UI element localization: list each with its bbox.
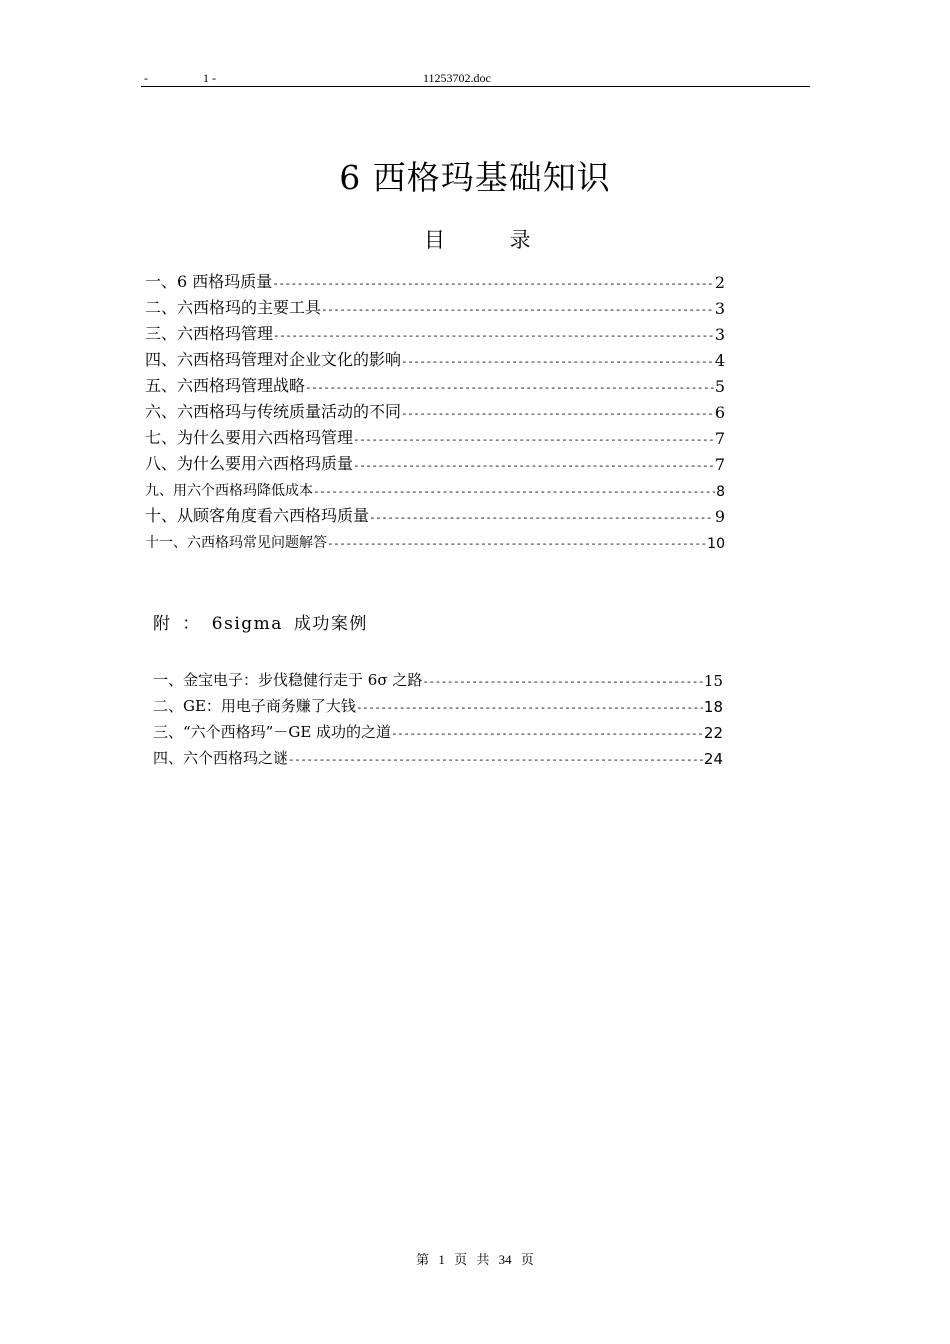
toc-leader: [313, 484, 715, 500]
toc-entry[interactable]: [145, 422, 725, 448]
page-header: [141, 70, 810, 87]
toc-entry-label: 十一、六西格玛常见问题解答: [145, 535, 327, 551]
toc-entry-label: 一、6 西格玛质量: [145, 272, 273, 291]
toc-entry-label: 三、六西格玛管理: [145, 324, 274, 343]
toc-entry-label: 四、六西格玛管理对企业文化的影响: [145, 350, 402, 369]
appendix-entry-label: 四、六个西格玛之谜: [153, 749, 289, 767]
toc-entry-page: 3: [714, 299, 725, 318]
toc-entry[interactable]: [145, 266, 725, 292]
appendix-entry-page: 18: [703, 698, 723, 716]
toc-entry-page: 7: [714, 455, 725, 474]
toc-entry-page: 10: [707, 536, 725, 552]
header-filename: 11253702.doc: [423, 71, 491, 85]
toc-leader: [422, 674, 703, 690]
toc-leader: [401, 354, 714, 370]
toc-entry-page: 5: [714, 377, 725, 396]
page-footer: 第 1 页 共 34 页: [416, 1252, 534, 1267]
document-title: 6 西格玛基础知识: [339, 158, 611, 197]
toc-entry-label: 五、六西格玛管理战略: [145, 376, 306, 395]
toc-entry-page: 2: [714, 273, 725, 292]
toc-heading: 目 录: [424, 228, 531, 252]
appendix-entry-page: 15: [703, 672, 723, 690]
toc-leader: [321, 302, 714, 318]
toc-leader: [391, 726, 703, 742]
toc-entry-page: 6: [714, 403, 725, 422]
toc-leader: [401, 406, 714, 422]
appendix-title: 附 ： 6sigma 成功案例: [153, 614, 368, 634]
header-dash: -: [144, 71, 148, 85]
appendix-entry[interactable]: [153, 716, 723, 742]
toc-entry-label: 六、六西格玛与传统质量活动的不同: [145, 402, 402, 421]
toc-entry-label: 八、为什么要用六西格玛质量: [145, 454, 354, 473]
appendix-entry-page: 22: [703, 724, 723, 742]
toc-entry[interactable]: [145, 500, 725, 526]
toc-entry-page: 9: [714, 507, 725, 526]
toc-entry-label: 七、为什么要用六西格玛管理: [145, 428, 354, 447]
toc-entry[interactable]: [145, 370, 725, 396]
toc-leader: [327, 536, 706, 552]
toc-leader: [288, 752, 703, 768]
toc-leader: [369, 510, 714, 526]
toc-entry[interactable]: [145, 448, 725, 474]
toc-entry[interactable]: [145, 318, 725, 344]
appendix-contents: [153, 664, 723, 768]
toc-leader: [272, 276, 714, 292]
appendix-entry[interactable]: [153, 742, 723, 768]
toc-entry-page: 3: [714, 325, 725, 344]
header-page-marker: 1 -: [203, 71, 216, 85]
toc-entry[interactable]: [145, 344, 725, 370]
appendix-entry-label: 一、金宝电子：步伐稳健行走于 6σ 之路: [153, 671, 423, 689]
toc-leader: [305, 380, 714, 396]
toc-entry[interactable]: [145, 396, 725, 422]
appendix-entry-page: 24: [703, 750, 723, 768]
toc-entry[interactable]: [145, 526, 725, 552]
appendix-entry[interactable]: [153, 664, 723, 690]
toc-entry-page: 8: [716, 484, 725, 500]
toc-entry[interactable]: [145, 292, 725, 318]
toc-entry-label: 二、六西格玛的主要工具: [145, 298, 322, 317]
toc-leader: [273, 328, 714, 344]
appendix-entry-label: 二、GE：用电子商务赚了大钱: [153, 697, 356, 715]
toc-entry[interactable]: [145, 474, 725, 500]
appendix-entry[interactable]: [153, 690, 723, 716]
toc-entry-label: 十、从顾客角度看六西格玛质量: [145, 506, 370, 525]
table-of-contents: [145, 266, 725, 552]
toc-leader: [353, 458, 714, 474]
toc-leader: [356, 700, 703, 716]
appendix-entry-label: 三、“六个西格玛”－GE 成功的之道: [153, 723, 392, 741]
toc-entry-page: 7: [714, 429, 725, 448]
toc-entry-label: 九、用六个西格玛降低成本: [145, 483, 313, 499]
toc-leader: [353, 432, 714, 448]
toc-entry-page: 4: [714, 351, 725, 370]
